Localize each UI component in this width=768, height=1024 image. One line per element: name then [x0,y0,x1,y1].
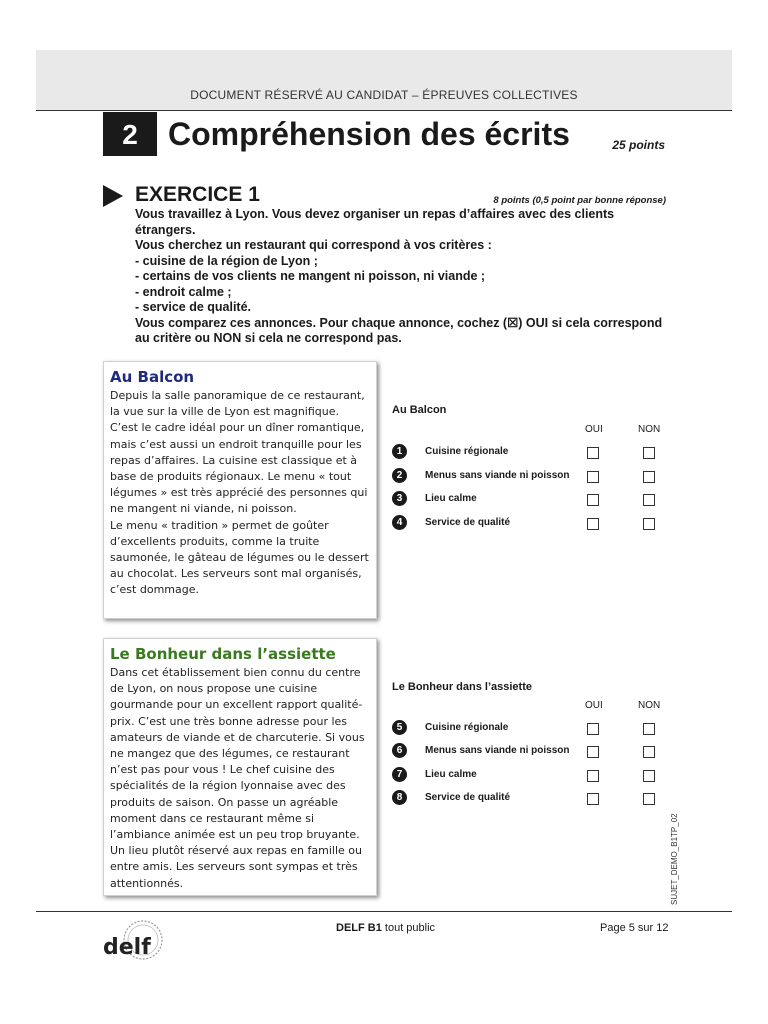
question-label: Menus sans viande ni poisson [425,470,570,481]
ad-body [110,388,370,599]
checkbox-yes[interactable] [587,723,599,735]
footer-exam-bold: DELF B1 [336,922,382,934]
ad-card-au-balcon [103,361,377,619]
instruction-line: - service de qualité. [135,300,252,314]
question-row [392,468,682,486]
question-block-au-balcon [392,404,682,534]
column-header-no: NON [638,424,661,435]
question-number: 8 [392,790,407,805]
instruction-line: - cuisine de la région de Lyon ; [135,253,318,268]
checkbox-yes[interactable] [587,518,599,530]
question-label: Service de qualité [425,792,511,803]
ad-card-le-bonheur [103,638,377,896]
question-row [392,444,682,462]
checkbox-no[interactable] [643,746,655,758]
question-label: Menus sans viande ni poisson [425,745,570,756]
question-number: 6 [392,743,407,758]
instruction-line: - endroit calme ; [135,284,232,299]
checkbox-yes[interactable] [587,746,599,758]
instruction-line: Vous comparez ces annonces. Pour chaque annonce, cochez (☒) OUI si cela correspond au critère ou NON si cela ne correspond pas. [135,315,666,345]
ad-paragraph: Dans cet établissement bien connu du centre de Lyon, on nous propose une cuisine gourmande pour un excellent rapport qualité-prix. C’est une très bonne adresse pour les amateurs de viande et de charcuterie. Si vous ne mangez que des légumes, ce restaurant n’est pas pour vous ! Le chef cuisine des spécialités de la région lyonnaise avec des produits de saison. On passe un agréable moment dans ce restaurant même si l’ambiance animée est un peu trop bruyante. Un lieu plutôt réservé aux repas en famille ou entre amis. Les serveurs sont sympas et très attentionnés. [110,666,365,890]
question-number: 4 [392,515,407,530]
ad-paragraph: Depuis la salle panoramique de ce restaurant, la vue sur la ville de Lyon est magnifique. C’est le cadre idéal pour un dîner romantique, mais c’est aussi un endroit tranquille pour les repas d’affaires. La cuisine est classique et à base de produits régionaux. Le menu « tout légumes » est très apprécié des personnes qui ne mangent ni viande, ni poisson. [110,389,368,516]
question-block-le-bonheur [392,681,682,811]
question-label: Lieu calme [425,493,477,504]
question-row [392,515,682,533]
checkbox-yes[interactable] [587,770,599,782]
ad-paragraph: Le menu « tradition » permet de goûter d’excellents produits, comme la truite saumonée, le gâteau de légumes ou le dessert au chocolat. Les serveurs sont mal organisés, c’est dommage. [110,518,369,597]
exercise-instructions [135,207,667,347]
question-number: 1 [392,444,407,459]
column-header-yes: OUI [585,424,603,435]
side-code: SUJET_DEMO_B1TP_02 [670,813,679,905]
question-label: Service de qualité [425,517,511,528]
checkbox-no[interactable] [643,447,655,459]
checkbox-no[interactable] [643,770,655,782]
exercise-points: 8 points (0,5 point par bonne réponse) [493,195,666,206]
checkbox-yes[interactable] [587,471,599,483]
question-row [392,743,682,761]
checkbox-yes[interactable] [587,494,599,506]
question-row [392,767,682,785]
question-number: 7 [392,767,407,782]
question-label: Lieu calme [425,769,477,780]
question-number: 3 [392,491,407,506]
question-block-title: Le Bonheur dans l’assiette [392,681,532,693]
checkbox-no[interactable] [643,471,655,483]
header-text: DOCUMENT RÉSERVÉ AU CANDIDAT – ÉPREUVES COLLECTIVES [190,88,578,102]
question-row [392,790,682,808]
section-number: 2 [103,112,157,156]
instruction-line: Vous travaillez à Lyon. Vous devez organiser un repas d’affaires avec des clients étrangers. [135,207,618,237]
instruction-line: Vous cherchez un restaurant qui correspond à vos critères : [135,238,492,252]
ad-title: Au Balcon [110,368,195,386]
question-row [392,491,682,509]
section-title: Compréhension des écrits [168,116,570,152]
footer-exam-rest: tout public [381,922,436,934]
checkbox-no[interactable] [643,793,655,805]
question-number: 5 [392,720,407,735]
delf-logo-icon [101,916,165,962]
section-points: 25 points [612,138,665,152]
column-header-yes: OUI [585,700,603,711]
checkbox-no[interactable] [643,494,655,506]
question-row [392,720,682,738]
logo-text: delf [103,935,151,960]
question-label: Cuisine régionale [425,722,509,733]
footer-divider [36,911,732,912]
ad-title: Le Bonheur dans l’assiette [110,645,336,663]
column-header-no: NON [638,700,661,711]
ad-body [110,665,370,892]
exercise-title: EXERCICE 1 [135,183,260,206]
footer-page-number: Page 5 sur 12 [600,922,669,934]
question-label: Cuisine régionale [425,446,509,457]
question-number: 2 [392,468,407,483]
footer-exam [336,922,435,934]
checkbox-yes[interactable] [587,447,599,459]
checkbox-no[interactable] [643,723,655,735]
instruction-line: - certains de vos clients ne mangent ni poisson, ni viande ; [135,269,486,283]
checkbox-no[interactable] [643,518,655,530]
exercise-arrow-icon [103,185,123,207]
question-block-title: Au Balcon [392,404,447,416]
checkbox-yes[interactable] [587,793,599,805]
